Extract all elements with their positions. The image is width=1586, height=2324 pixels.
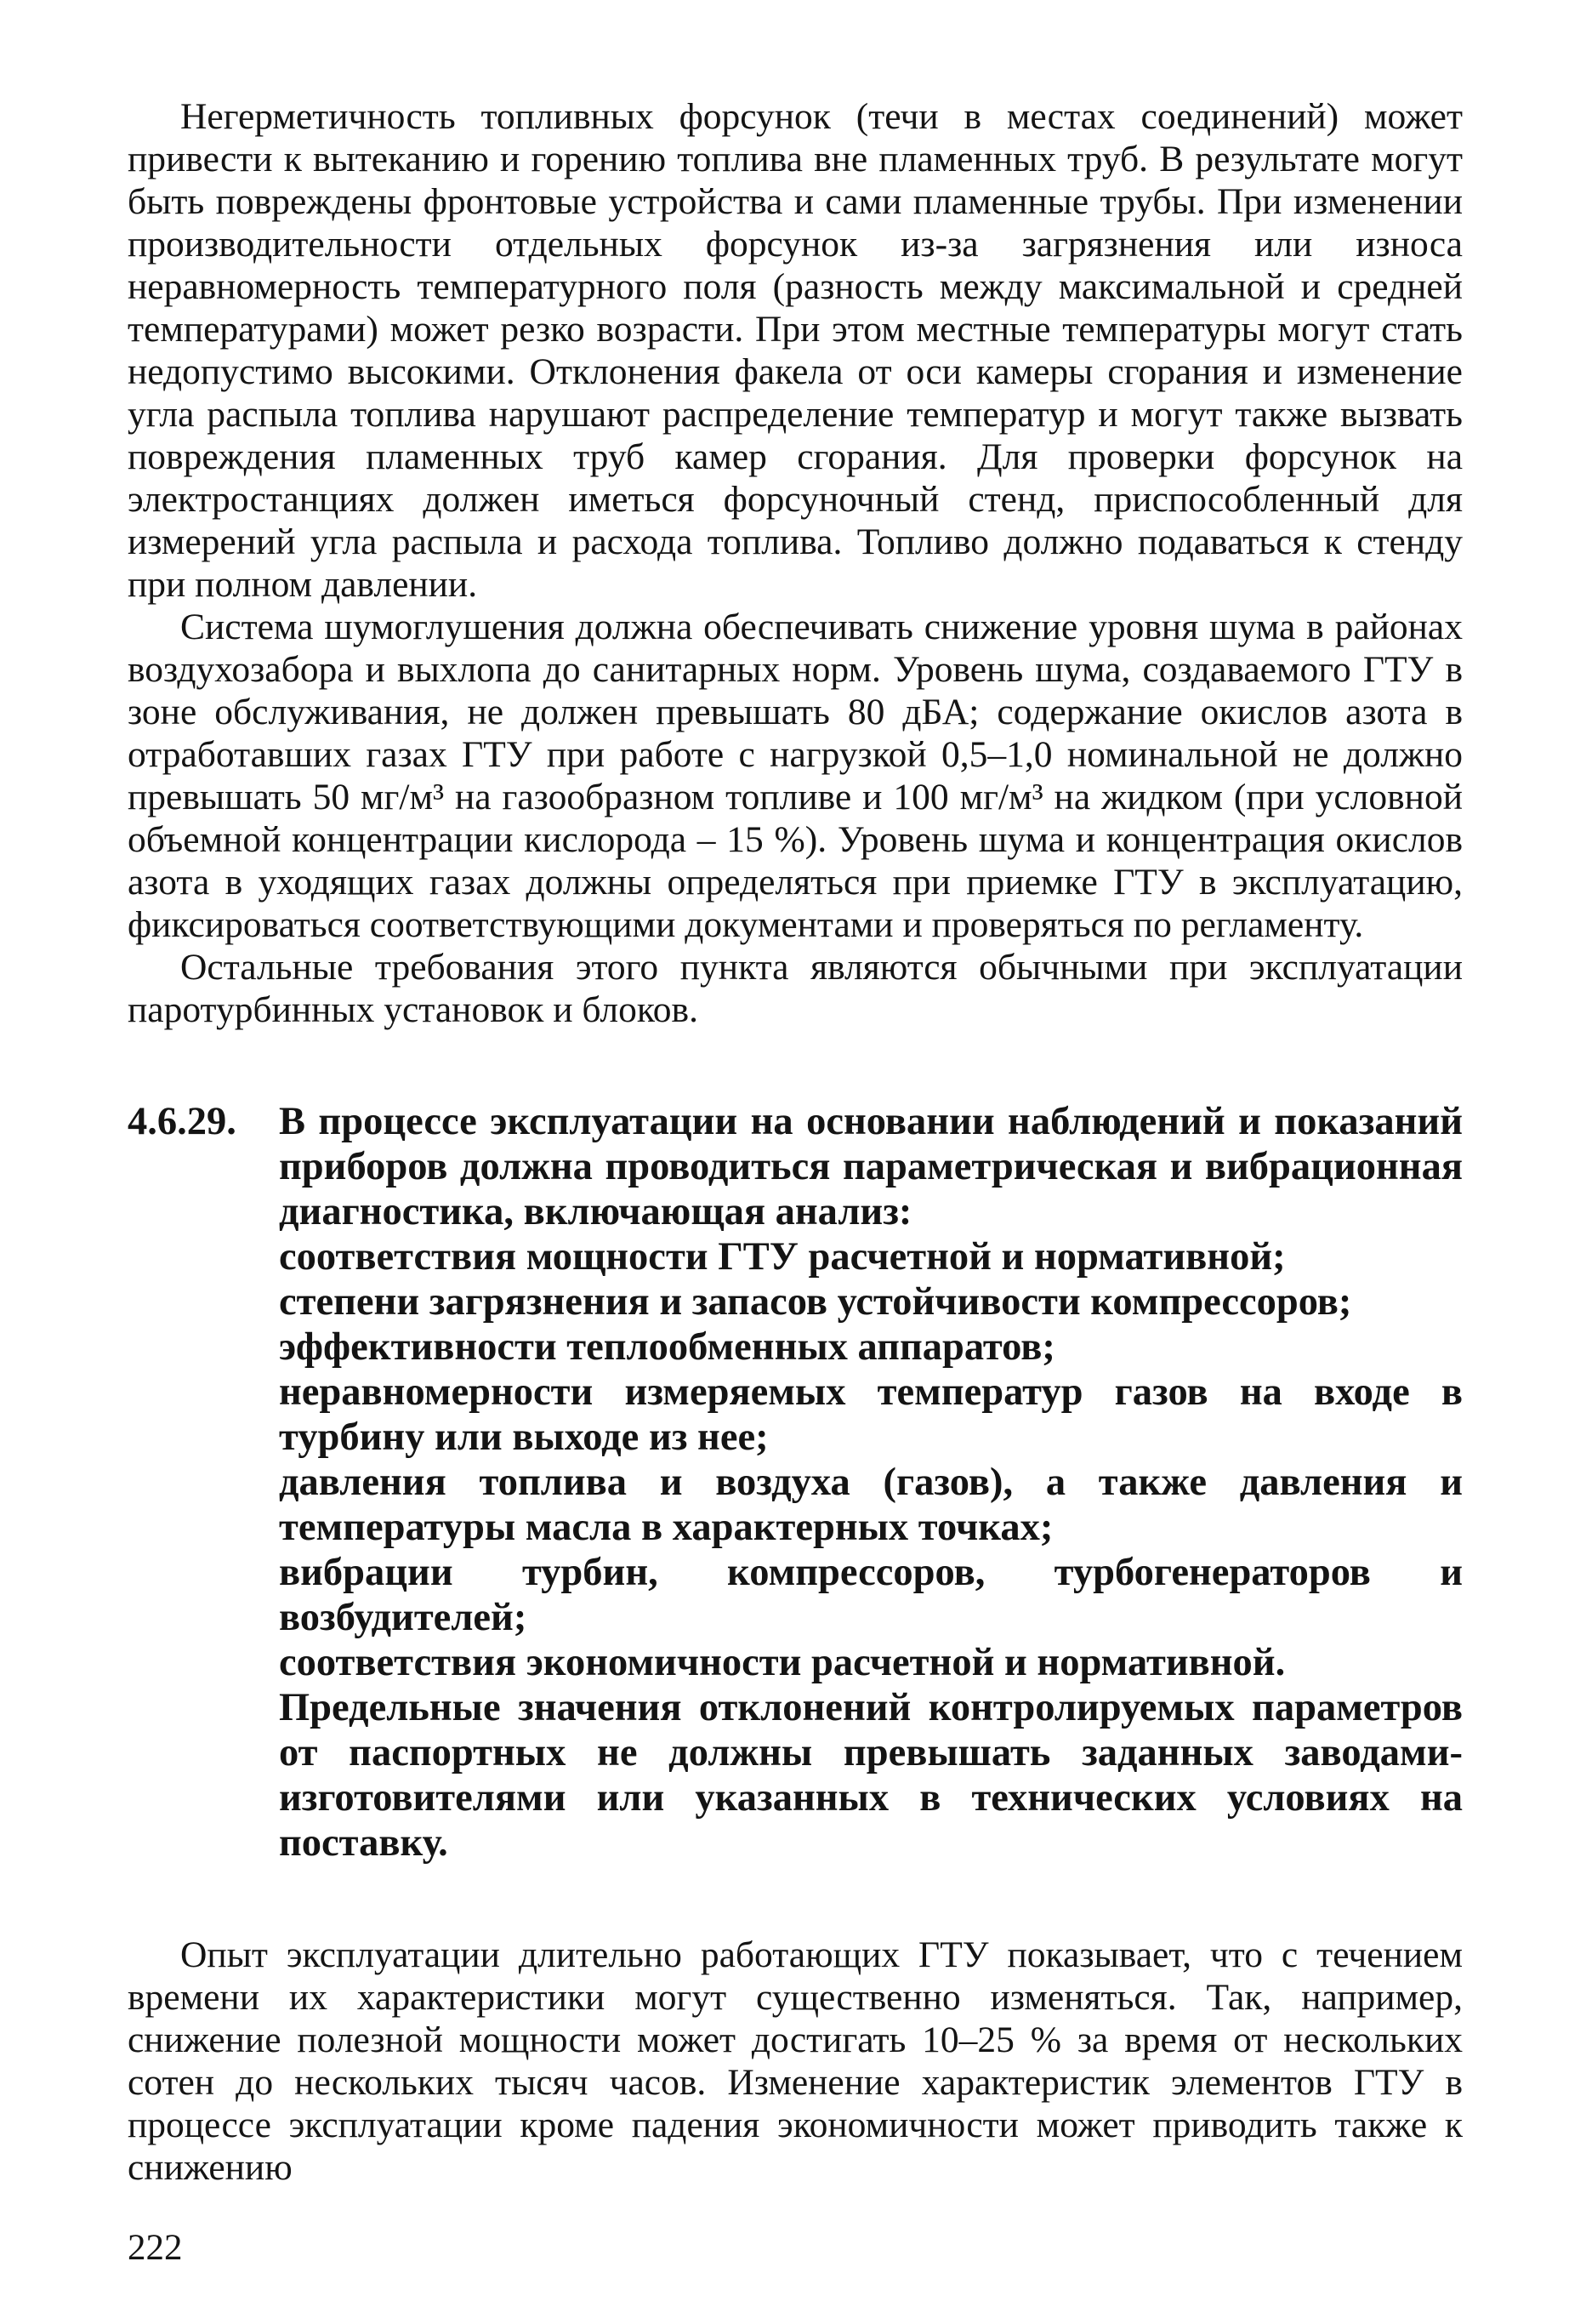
clause-item-heat-exchangers: эффективности теплообменных аппаратов;	[279, 1325, 1055, 1369]
clause-4-6-29	[128, 1099, 1463, 1865]
clause-item-economy: соответствия экономичности расчетной и нормативной.	[279, 1641, 1286, 1684]
clause-number: 4.6.29.	[128, 1100, 236, 1143]
clause-item-power: соответствия мощности ГТУ расчетной и нормативной;	[279, 1235, 1286, 1279]
clause-item-temperature-nonuniformity: неравномерности измеряемых температур газов на входе в турбину или выходе из нее;	[279, 1370, 1463, 1459]
paragraph-operating-experience: Опыт эксплуатации длительно работающих ГТУ показывает, что с течением времени их характеристики могут существенно изменяться. Так, например, снижение полезной мощности может достигать 10–25 % за время от нескольких сотен до нескольких тысяч часов. Изменение характеристик элементов ГТУ в процессе эксплуатации кроме падения экономичности может приводить также к снижению	[128, 1934, 1463, 2188]
page-number: 222	[128, 2228, 183, 2268]
clause-item-compressor-fouling: степени загрязнения и запасов устойчивости компрессоров;	[279, 1280, 1352, 1324]
page-text-body	[128, 95, 1463, 2189]
paragraph-noise-suppression: Система шумоглушения должна обеспечивать снижение уровня шума в районах воздухозабора и выхлопа до санитарных норм. Уровень шума, создаваемого ГТУ в зоне обслуживания, не должен превышать 80 дБА; содержание окислов азота в отработавших газах ГТУ при работе с нагрузкой 0,5–1,0 номинальной не должно превышать 50 мг/м³ на газообразном топливе и 100 мг/м³ на жидком (при условной объемной концентрации кислорода – 15 %). Уровень шума и концентрация окислов азота в уходящих газах должны определяться при приемке ГТУ в эксплуатацию, фиксироваться соответствующими документами и проверяться по регламенту.	[128, 607, 1463, 945]
paragraph-remaining-requirements: Остальные требования этого пункта являются обычными при эксплуатации паротурбинных установок и блоков.	[128, 947, 1463, 1030]
clause-item-pressures: давления топлива и воздуха (газов), а также давления и температуры масла в характерных точках;	[279, 1461, 1463, 1549]
clause-limits: Предельные значения отклонений контролируемых параметров от паспортных не должны превышать заданных заводами-изготовителями или указанных в технических условиях на поставку.	[279, 1686, 1463, 1865]
paragraph-injector-leakage: Негерметичность топливных форсунок (течи в местах соединений) может привести к вытеканию и горению топлива вне пламенных труб. В результате могут быть повреждены фронтовые устройства и сами пламенные трубы. При изменении производительности отдельных форсунок из-за загрязнения или износа неравномерность температурного поля (разность между максимальной и средней температурами) может резко возрасти. При этом местные температуры могут стать недопустимо высокими. Отклонения факела от оси камеры сгорания и изменение угла распыла топлива нарушают распределение температур и могут также вызвать повреждения пламенных труб камер сгорания. Для проверки форсунок на электростанциях должен иметься форсуночный стенд, приспособленный для измерений угла распыла и расхода топлива. Топливо должно подаваться к стенду при полном давлении.	[128, 96, 1463, 605]
clause-intro: В процессе эксплуатации на основании наблюдений и показаний приборов должна проводиться параметрическая и вибрационная диагностика, включающая анализ:	[279, 1100, 1463, 1233]
clause-item-vibration: вибрации турбин, компрессоров, турбогенераторов и возбудителей;	[279, 1551, 1463, 1639]
